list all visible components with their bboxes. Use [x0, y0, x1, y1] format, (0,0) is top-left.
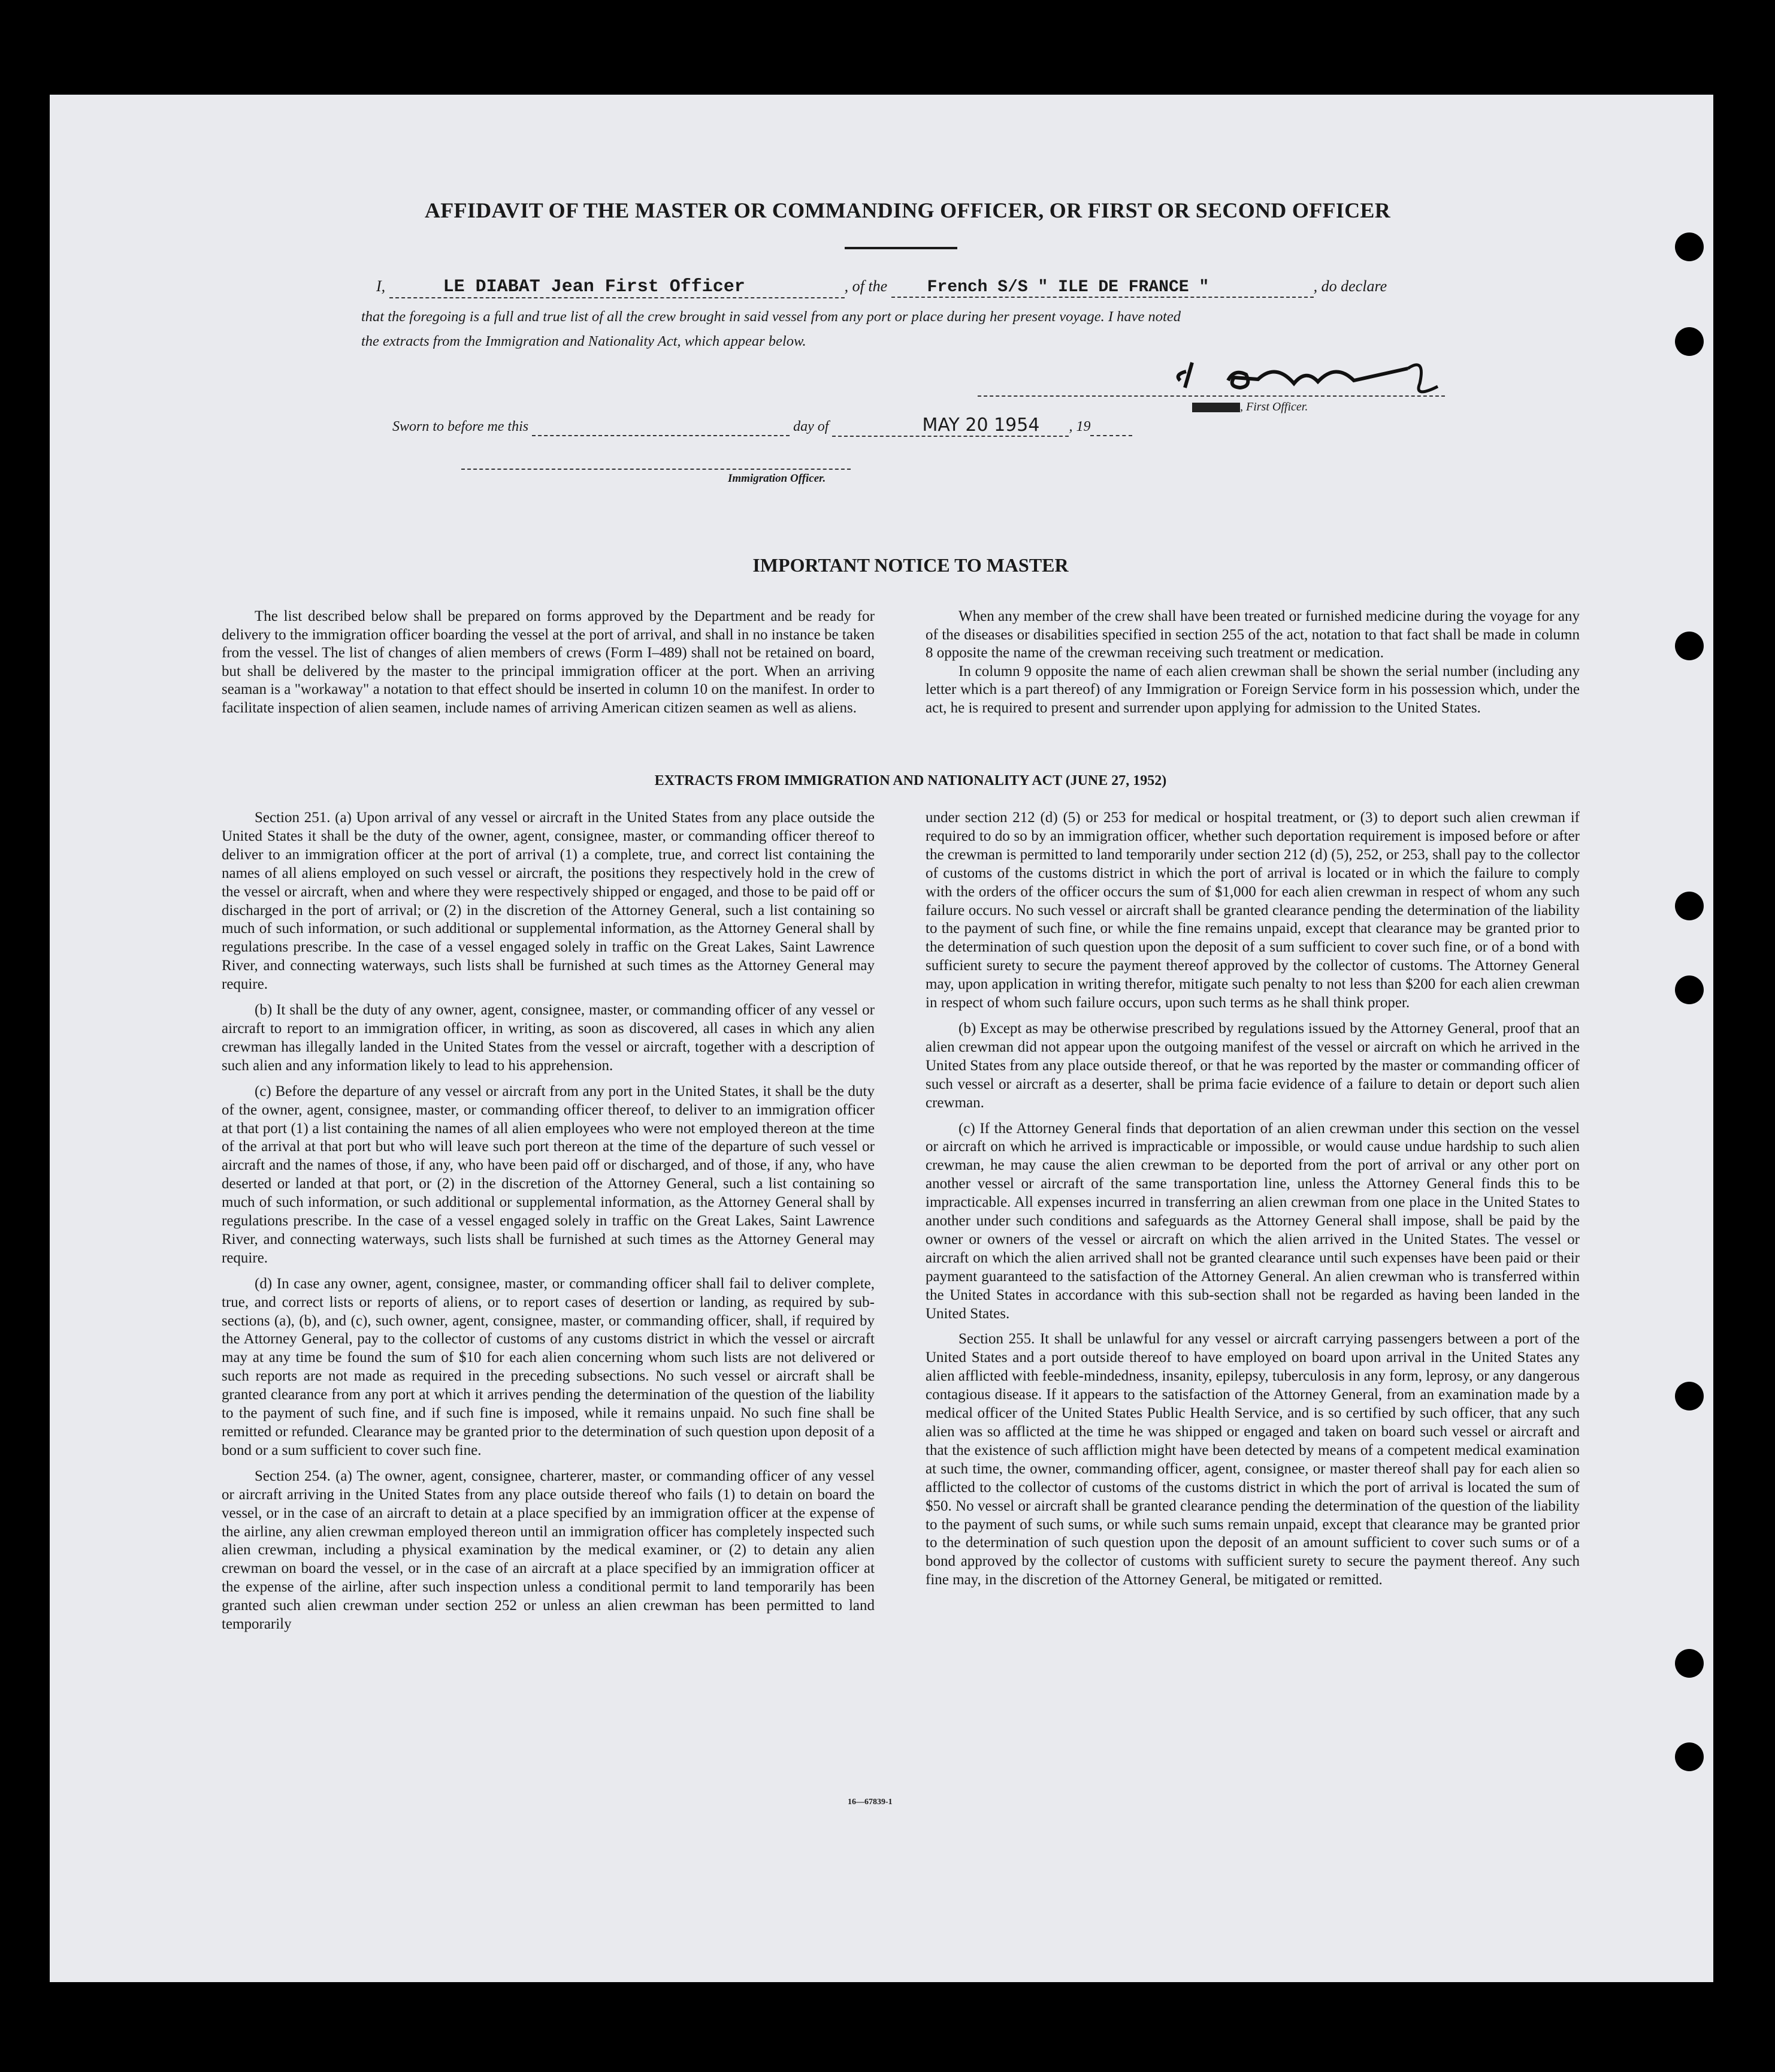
binder-hole-8 [1675, 1742, 1704, 1771]
sworn-text: Sworn to before me this [392, 419, 529, 434]
struck-master-word [1192, 403, 1240, 412]
section-254-c: (c) If the Attorney General finds that deportation of an alien crewman under this section on the vessel or aircraft on which he arrived is impracticable or impossible, or would cause undue hardship to such alien crewman, he may cause the alien crewman to be deported from the port of arrival or any other port on another vessel or aircraft of the same transportation line, unless the Attorney General finds this to be impracticable. All expenses incurred in transferring an alien crewman from one place in the United States to another under such conditions and safeguards as the Attorney General shall impose, shall be paid by the owner or owners of the vessel or aircraft on which the alien arrived in the United States. The vessel or aircraft on which the alien arrived shall not be granted clearance until such expenses have been paid or their payment guaranteed to the satisfaction of the Attorney General. An alien crewman who is transferred within the United States in accordance with this sub-section shall not be regarded as having been landed in the United States. [926, 1120, 1580, 1322]
sworn-line [392, 415, 1132, 437]
binder-hole-2 [1675, 327, 1704, 356]
extracts-right-column [926, 809, 1580, 1597]
immigration-officer-caption: Immigration Officer. [728, 472, 826, 485]
section-254-a-continued: under section 212 (d) (5) or 253 for medical or hospital treatment, or (3) to deport such alien crewman if required to do so by an immigration officer, whether such deportation requirement is imposed before or after the crewman is permitted to land temporarily under section 212 (d) (5), 252, or 253, shall pay to the collector of customs of the customs district in which the port of arrival is located or in which the failure to comply with the orders of the officer occurs the sum of $1,000 for each alien crewman in respect of whom any such failure occurs. No such vessel or aircraft shall be granted clearance pending the determination of the liability to the payment of such fine, or while the fine remains unpaid, except that clearance may be granted prior to the determination of such question upon the deposit of a sum sufficient to cover such fine, or of a bond with sufficient surety to secure the payment thereof approved by the collector of customs. The Attorney General may, upon application in writing therefor, mitigate such penalty to not less than $200 for each alien crewman in respect of whom such failure occurs, upon such terms as he shall think proper. [926, 810, 1580, 1011]
of-the-label: , of the [844, 277, 888, 295]
title-rule [845, 247, 957, 249]
binder-hole-7 [1675, 1649, 1704, 1678]
declarant-name-field: LE DIABAT Jean First Officer [389, 277, 845, 298]
section-251-a: Section 251. (a) Upon arrival of any vessel or aircraft in the United States from any place outside the United States it shall be the duty of the owner, agent, consignee, master, or commanding officer thereof to deliver to an immigration officer at the port of arrival (1) a complete, true, and correct list containing the names of all aliens employed on such vessel or aircraft, the positions they respectively hold in the crew of the vessel or aircraft, when and where they were respectively shipped or engaged, and those to be paid off or discharged in the port of arrival; or (2) in the discretion of the Attorney General, such a list containing so much of such information, or such additional or supplemental information, as the Attorney General shall by regulations prescribe. In the case of a vessel engaged solely in traffic on the Great Lakes, Saint Lawrence River, and connecting waterways, such lists shall be furnished at such times as the Attorney General may require. [222, 810, 875, 993]
notice-right-paragraph-1: When any member of the crew shall have been treated or furnished medicine during the voyage for any of the diseases or disabilities specified in section 255 of the act, notation to that fact shall be made in column 8 opposite the name of the crewman receiving such treatment or medication. [926, 608, 1580, 661]
year-prefix: , 19 [1069, 419, 1091, 434]
sworn-date-field: MAY 20 1954 [832, 415, 1069, 437]
officer-caption: , First Officer. [1192, 400, 1308, 414]
declaration-prefix: I, [376, 277, 386, 295]
signature-line [978, 395, 1445, 398]
form-number: 16—67839-1 [848, 1798, 893, 1807]
extracts-title: EXTRACTS FROM IMMIGRATION AND NATIONALITY ACT (JUNE 27, 1952) [654, 773, 1167, 789]
notice-title: IMPORTANT NOTICE TO MASTER [752, 554, 1069, 576]
binder-hole-5 [1675, 975, 1704, 1004]
vessel-name-field: French S/S " ILE DE FRANCE " [891, 278, 1314, 298]
notice-left-column [222, 608, 875, 724]
year-field [1090, 419, 1132, 436]
section-251-c: (c) Before the departure of any vessel or aircraft from any port in the United States, it shall be the duty of the owner, agent, consignee, master, or commanding officer thereof, to deliver to an immigration officer at that port (1) a list containing the names of all alien employees who were not employed thereon at the time of the arrival at that port but who will leave such port thereon at the time of the departure of such vessel or aircraft and the names of those, if any, who have been paid off or discharged, and of those, if any, who have deserted or landed at that port, or (2) in the discretion of the Attorney General, such a list containing so much of such information, or such additional or supplemental information, as the Attorney General shall by regulations prescribe. In the case of a vessel engaged solely in traffic on the Great Lakes, Saint Lawrence River, and connecting waterways, such lists shall be furnished at such times as the Attorney General may require. [222, 1083, 875, 1266]
section-251-b: (b) It shall be the duty of any owner, agent, consignee, master, or commanding officer of any vessel or aircraft to report to an immigration officer, in writing, as soon as discovered, all cases in which any alien crewman has illegally landed in the United States from the vessel or aircraft, together with a description of such alien and any information likely to lead to his apprehension. [222, 1002, 875, 1074]
section-254-a: Section 254. (a) The owner, agent, consignee, charterer, master, or commanding officer of any vessel or aircraft arriving in the United States from any place outside thereof who fails (1) to detain on board the vessel, or in the case of an aircraft to detain at a place specified by an immigration officer at the expense of the airline, any alien crewman employed thereon until an immigration officer has completely inspected such alien crewman, including a physical examination by the medical examiner, or (2) to detain any alien crewman on board the vessel, or in the case of an aircraft at a place specified by an immigration officer at the expense of the airline, after such inspection unless a conditional permit to land temporarily has been granted such alien crewman under section 252 or unless an alien crewman has been permitted to land temporarily [222, 1467, 875, 1633]
notice-left-paragraph: The list described below shall be prepared on forms approved by the Department and be ready for delivery to the immigration officer boarding the vessel at the port of arrival, and shall in no instance be taken from the vessel. The list of changes of alien members of crews (Form I–489) shall not be retained on board, but shall be delivered by the master to the principal immigration officer at the port. When an arriving seaman is a "workaway" a notation to that effect should be inserted in column 10 on the manifest. In order to facilitate inspection of alien seamen, include names of arriving American citizen seamen as well as aliens. [222, 608, 875, 716]
affidavit-title: AFFIDAVIT OF THE MASTER OR COMMANDING OFFICER, OR FIRST OR SECOND OFFICER [424, 198, 1391, 222]
notice-right-paragraph-2: In column 9 opposite the name of each alien crewman shall be shown the serial number (including any letter which is a part thereof) of any Immigration or Foreign Service form in his possession which, under the act, he is required to present and surrender upon applying for admission to the United States. [926, 663, 1580, 716]
binder-hole-3 [1675, 632, 1704, 660]
binder-hole-1 [1675, 232, 1704, 261]
section-251-d: (d) In case any owner, agent, consignee, master, or commanding officer shall fail to deliver complete, true, and correct lists or reports of aliens, or to report cases of desertion or landing, as required by sub-sections (a), (b), and (c), such owner, agent, consignee, master, or commanding officer, shall, if required by the Attorney General, pay to the collector of customs of any customs district in which the vessel or aircraft may at any time be found the sum of $10 for each alien concerning whom such lists are not delivered or such reports are not made as required in the preceding subsections. No such vessel or aircraft shall be granted clearance from any port at which it arrives pending the determination of the question of the liability to the payment of such fine, and if such fine is imposed, while it remains unpaid. No such fine shall be remitted or refunded. Clearance may be granted prior to the determination of such question upon deposit of a bond or a sum sufficient to cover such fine. [222, 1275, 875, 1458]
notice-right-column [926, 608, 1580, 724]
binder-hole-4 [1675, 892, 1704, 920]
officer-caption-text: First Officer. [1246, 400, 1308, 413]
do-declare-label: , do declare [1313, 277, 1387, 295]
section-254-b: (b) Except as may be otherwise prescribed by regulations issued by the Attorney General, proof that an alien crewman did not appear upon the outgoing manifest of the vessel or aircraft on which he arrived in the United States from any place outside thereof, or that he was reported by the master or commanding officer of such vessel or aircraft as a deserter, shall be prima facie evidence of a failure to detain or deport such alien crewman. [926, 1020, 1580, 1111]
binder-hole-6 [1675, 1382, 1704, 1410]
section-255: Section 255. It shall be unlawful for any vessel or aircraft carrying passengers between a port of the United States and a port outside thereof to have employed on board upon arrival in the United States any alien afflicted with feeble-mindedness, insanity, epilepsy, tuberculosis in any form, leprosy, or any dangerous contagious disease. If it appears to the satisfaction of the Attorney General, from an examination made by a medical officer of the United States Public Health Service, and is so certified by such officer, that any such alien was so afflicted at the time he was shipped or engaged and taken on board such vessel or aircraft and that the existence of such affliction might have been detected by means of a competent medical examination at such time, the owner, commanding officer, agent, consignee, or master thereof shall pay for each alien so afflicted to the collector of customs of the customs district in which the port of arrival is located the sum of $50. No vessel or aircraft shall be granted clearance pending the determination of the question of the liability to the payment of such sums, or while such sums remain unpaid, except that clearance may be granted prior to the determination of such question upon the deposit of an amount sufficient to cover such sums or of a bond approved by the collector of customs with sufficient surety to secure the payment thereof. Any such fine may, in the discretion of the Attorney General, be mitigated or remitted. [926, 1331, 1580, 1588]
declaration-line-1 [376, 277, 1387, 298]
sworn-day-field [532, 419, 790, 436]
immigration-officer-line [461, 469, 851, 471]
day-of-label: day of [793, 419, 829, 434]
declaration-line-3: the extracts from the Immigration and Nationality Act, which appear below. [361, 333, 806, 349]
extracts-left-column [222, 809, 875, 1641]
declaration-line-2: that the foregoing is a full and true list of all the crew brought in said vessel from any port or place during her present voyage. I have noted [361, 309, 1181, 325]
